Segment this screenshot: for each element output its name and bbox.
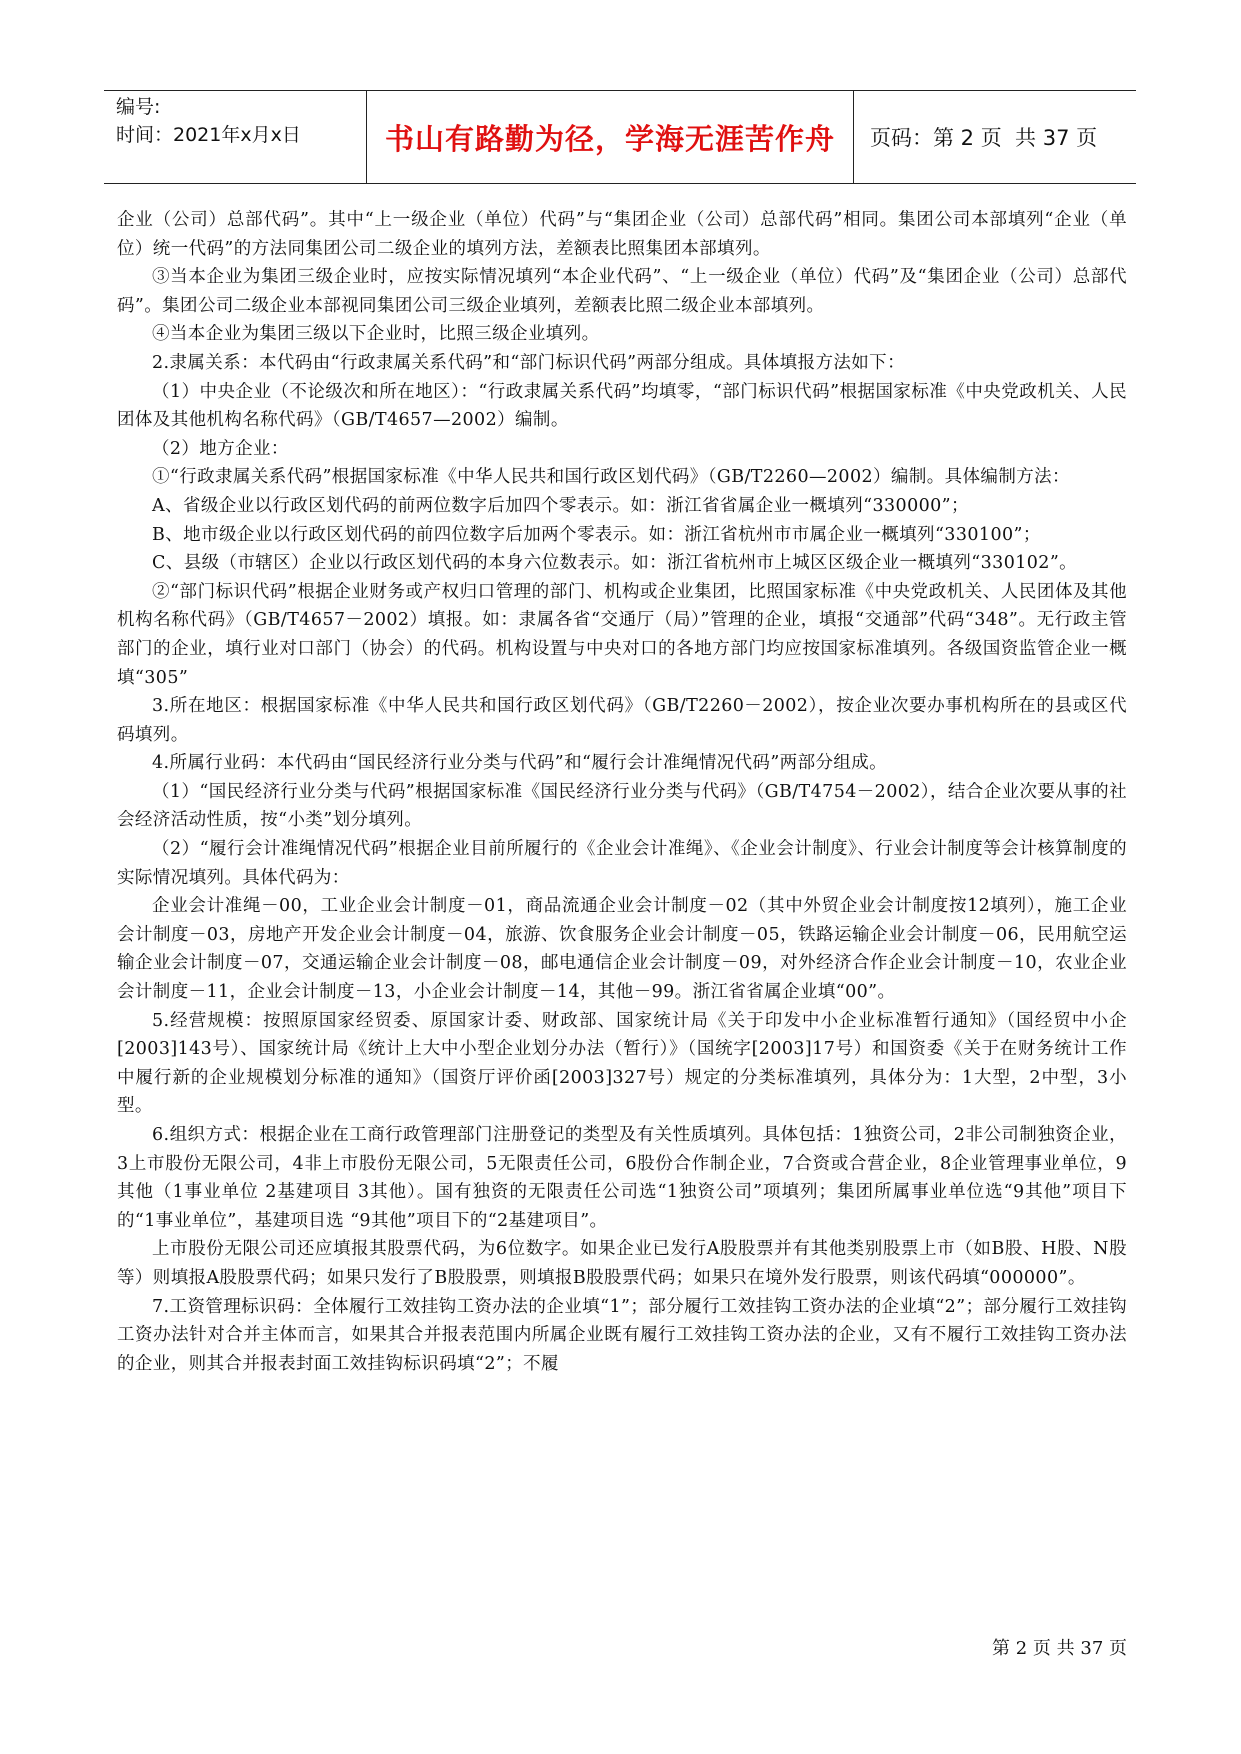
paragraph: ①“行政隶属关系代码”根据国家标准《中华人民共和国行政区划代码》（GB/T2260—2002）编制。具体编制方法：: [152, 467, 1070, 488]
paragraph: （2）“履行会计准绳情况代码”根据企业目前所履行的《企业会计准绳》、《企业会计制度》、行业会计制度等会计核算制度的实际情况填列。具体代码为：: [117, 839, 1127, 888]
paragraph: ②“部门标识代码”根据企业财务或产权归口管理的部门、机构或企业集团，比照国家标准《中央党政机关、人民团体及其他机构名称代码》（GB/T4657－2002）填报。如：隶属各省“交通厅（局）”管理的企业，填报“交通部”代码“348”。无行政主管部门的企业，填行业对口部门（协会）的代码。机构设置与中央对口的各地方部门均应按国家标准填列。各级国资监管企业一概填“305”: [117, 581, 1127, 688]
paragraph: 上市股份无限公司还应填报其股票代码，为6位数字。如果企业已发行A股股票并有其他类别股票上市（如B股、H股、N股等）则填报A股股票代码；如果只发行了B股股票，则填报B股股票代码；如果只在境外发行股票，则该代码填“000000”。: [117, 1239, 1127, 1288]
document-number-label: 编号:: [116, 96, 161, 118]
page-header: [104, 90, 1136, 184]
paragraph: 6.组织方式：根据企业在工商行政管理部门注册登记的类型及有关性质填列。具体包括：1独资公司，2非公司制独资企业，3上市股份无限公司，4非上市股份无限公司，5无限责任公司，6股份合作制企业，7合资或合营企业，8企业管理事业单位，9其他（1事业单位 2基建项目 3其他）。国有独资的无限责任公司选“1独资公司”项填列；集团所属事业单位选“9其他”项目下的“1事业单位”，基建项目选 “9其他”项目下的“2基建项目”。: [117, 1125, 1127, 1231]
paragraph: 4.所属行业码：本代码由“国民经济行业分类与代码”和“履行会计准绳情况代码”两部分组成。: [152, 753, 888, 774]
header-motto-cell: [366, 91, 854, 183]
paragraph: C、县级（市辖区）企业以行政区划代码的本身六位数表示。如：浙江省杭州市上城区区级企业一概填列“330102”。: [152, 553, 1078, 574]
paragraph: （2）地方企业：: [152, 438, 289, 459]
paragraph: ③当本企业为集团三级企业时，应按实际情况填列“本企业代码”、“上一级企业（单位）代码”及“集团企业（公司）总部代码”。集团公司二级企业本部视同集团公司三级企业填列，差额表比照二级企业本部填列。: [117, 267, 1127, 316]
paragraph: 企业（公司）总部代码”。其中“上一级企业（单位）代码”与“集团企业（公司）总部代码”相同。集团公司本部填列“企业（单位）统一代码”的方法同集团公司二级企业的填列方法，差额表比照集团本部填列。: [117, 210, 1127, 259]
paragraph: （1）“国民经济行业分类与代码”根据国家标准《国民经济行业分类与代码》（GB/T4754－2002），结合企业次要从事的社会经济活动性质，按“小类”划分填列。: [117, 781, 1127, 831]
header-motto: 书山有路勤为径，学海无涯苦作舟: [384, 121, 835, 156]
header-page-number: 页码：第 2 页 共 37 页: [870, 126, 1098, 150]
paragraph: A、省级企业以行政区划代码的前两位数字后加四个零表示。如：浙江省省属企业一概填列“330000”；: [152, 495, 969, 516]
document-body: [117, 206, 1127, 1378]
page-footer-number: 第 2 页 共 37 页: [992, 1638, 1127, 1659]
paragraph: B、地市级企业以行政区划代码的前四位数字后加两个零表示。如：浙江省杭州市市属企业一概填列“330100”；: [152, 524, 1041, 545]
paragraph: 7.工资管理标识码：全体履行工效挂钩工资办法的企业填“1”；部分履行工效挂钩工资办法的企业填“2”；部分履行工效挂钩工资办法针对合并主体而言，如果其合并报表范围内所属企业既有履行工效挂钩工资办法的企业，又有不履行工效挂钩工资办法的企业，则其合并报表封面工效挂钩标识码填“2”；不履: [117, 1296, 1127, 1374]
paragraph: （1）中央企业（不论级次和所在地区）：“行政隶属关系代码”均填零，“部门标识代码”根据国家标准《中央党政机关、人民团体及其他机构名称代码》（GB/T4657—2002）编制。: [117, 381, 1127, 431]
paragraph: 5.经营规模：按照原国家经贸委、原国家计委、财政部、国家统计局《关于印发中小企业标准暂行通知》（国经贸中小企[2003]143号）、国家统计局《统计上大中小型企业划分办法（暂行）》（国统字[2003]17号）和国资委《关于在财务统计工作中履行新的企业规模划分标准的通知》（国资厅评价函[2003]327号）规定的分类标准填列，具体分为：1大型，2中型，3小型。: [117, 1010, 1127, 1117]
header-page-cell: [856, 91, 1136, 183]
header-info: [116, 91, 366, 183]
document-time-label: 时间：2021年x月x日: [116, 124, 301, 146]
paragraph: ④当本企业为集团三级以下企业时，比照三级企业填列。: [152, 324, 600, 345]
paragraph: 3.所在地区：根据国家标准《中华人民共和国行政区划代码》（GB/T2260－2002），按企业次要办事机构所在的县或区代码填列。: [117, 696, 1127, 745]
paragraph: 2.隶属关系：本代码由“行政隶属关系代码”和“部门标识代码”两部分组成。具体填报方法如下：: [152, 352, 905, 373]
paragraph: 企业会计准绳－00，工业企业会计制度－01，商品流通企业会计制度－02（其中外贸企业会计制度按12填列），施工企业会计制度－03，房地产开发企业会计制度－04，旅游、饮食服务企业会计制度－05，铁路运输企业会计制度－06，民用航空运输企业会计制度－07，交通运输企业会计制度－08，邮电通信企业会计制度－09，对外经济合作企业会计制度－10，农业企业会计制度－11，企业会计制度－13，小企业会计制度－14，其他－99。浙江省省属企业填“00”。: [117, 896, 1127, 1003]
